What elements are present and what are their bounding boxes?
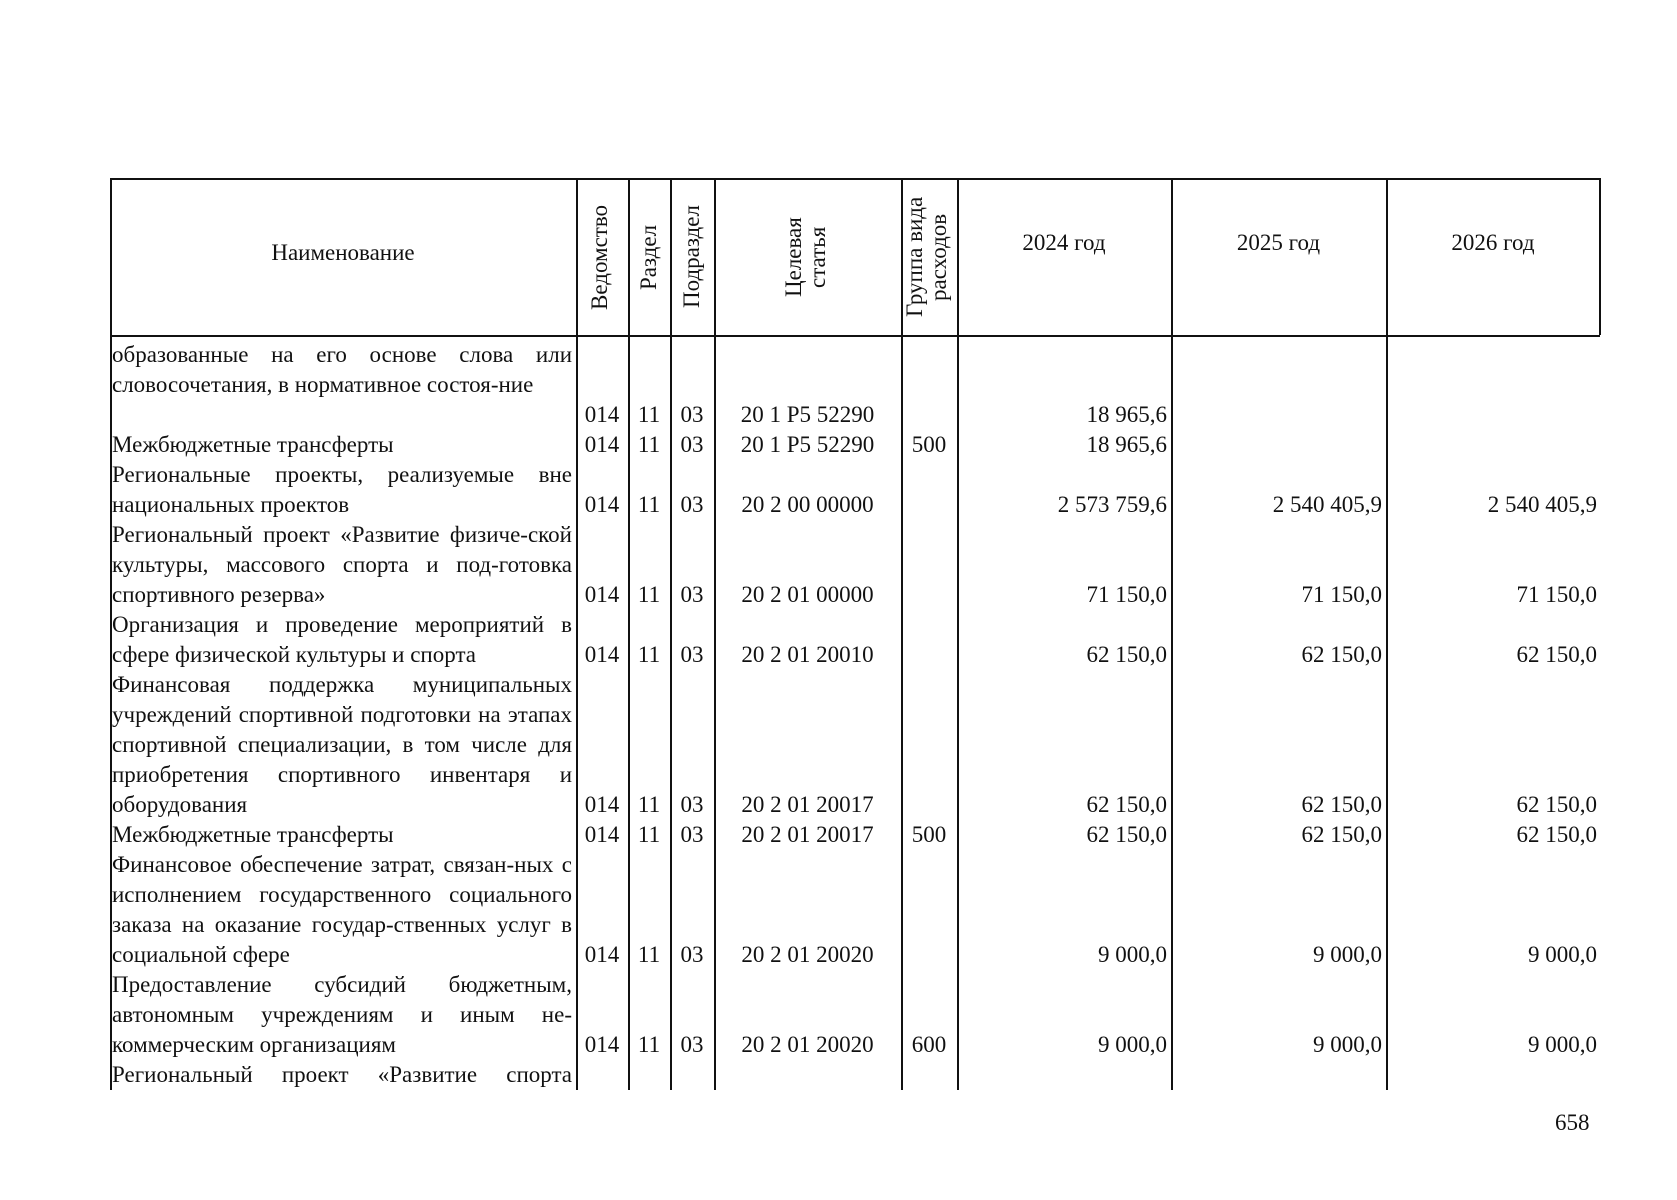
header-podrazdel: Подраздел <box>679 205 704 309</box>
cell-2026: 9 000,0 <box>1528 942 1597 967</box>
header-gruppa-line1: Группа вида <box>902 196 927 318</box>
cell-cs: 20 2 01 20020 <box>741 1032 874 1057</box>
cell-ved: 014 <box>584 1032 620 1057</box>
cell-cs: 20 1 Р5 52290 <box>740 432 875 457</box>
table-top-border <box>110 178 1600 180</box>
page-number: 658 <box>1555 1110 1590 1135</box>
cell-2024: 62 150,0 <box>1086 642 1167 667</box>
cell-2026: 62 150,0 <box>1516 822 1597 847</box>
row-name: Финансовая поддержка муниципальных учреждений спортивной подготовки на этапах спортивной специализации, в том числе для приобретения спортивного инвентаря и оборудования <box>112 672 572 817</box>
row-name: Организация и проведение мероприятий в сфере физической культуры и спорта <box>112 612 572 667</box>
cell-2024: 62 150,0 <box>1086 792 1167 817</box>
header-celevaya-line2: статья <box>805 226 830 288</box>
cell-pod: 03 <box>680 492 704 517</box>
cell-raz: 11 <box>637 642 661 667</box>
header-celevaya-statya <box>782 186 836 328</box>
cell-2024: 18 965,6 <box>1086 432 1167 457</box>
cell-cs: 20 2 01 20017 <box>741 822 874 847</box>
budget-table <box>110 178 1600 1090</box>
row-name: Региональные проекты, реализуемые вне национальных проектов <box>112 462 572 517</box>
cell-raz: 11 <box>637 942 661 967</box>
header-razdel: Раздел <box>636 224 661 290</box>
header-celevaya-line1: Целевая <box>781 217 806 297</box>
cell-pod: 03 <box>680 792 704 817</box>
cell-vr: 600 <box>911 1032 947 1057</box>
cell-2025: 62 150,0 <box>1301 642 1382 667</box>
cell-raz: 11 <box>637 822 661 847</box>
cell-pod: 03 <box>680 642 704 667</box>
cell-2024: 2 573 759,6 <box>1057 492 1167 517</box>
row-name: Финансовое обеспечение затрат, связан-ных с исполнением государственного социального заказа на оказание государ-ственных услуг в социальной сфере <box>112 852 572 967</box>
cell-2024: 9 000,0 <box>1098 942 1167 967</box>
row-name: Региональный проект «Развитие физиче-ской культуры, массового спорта и под-готовка спортивного резерва» <box>112 522 572 607</box>
cell-pod: 03 <box>680 942 704 967</box>
row-name: Межбюджетные трансферты <box>112 822 394 847</box>
header-2024: 2024 год <box>1022 230 1106 255</box>
row-name: Региональный проект «Развитие спорта <box>112 1062 572 1087</box>
cell-vr: 500 <box>911 822 947 847</box>
cell-cs: 20 2 01 20017 <box>741 792 874 817</box>
cell-pod: 03 <box>680 402 704 427</box>
cell-raz: 11 <box>637 1032 661 1057</box>
cell-2024: 9 000,0 <box>1098 1032 1167 1057</box>
row-name: Предоставление субсидий бюджетным, автономным учреждениям и иным не-коммерческим организациям <box>112 972 572 1057</box>
header-gruppa-vida <box>903 182 955 332</box>
cell-raz: 11 <box>637 792 661 817</box>
cell-2025: 62 150,0 <box>1301 792 1382 817</box>
cell-cs: 20 2 01 00000 <box>741 582 874 607</box>
cell-2026: 62 150,0 <box>1516 642 1597 667</box>
cell-raz: 11 <box>637 402 661 427</box>
cell-pod: 03 <box>680 582 704 607</box>
cell-2025: 2 540 405,9 <box>1272 492 1382 517</box>
cell-pod: 03 <box>680 1032 704 1057</box>
header-bottom-border <box>110 335 1600 337</box>
cell-2024: 71 150,0 <box>1086 582 1167 607</box>
row-name: образованные на его основе слова или словосочетания, в нормативное состоя-ние <box>112 342 572 397</box>
cell-ved: 014 <box>584 642 620 667</box>
cell-2025: 9 000,0 <box>1313 1032 1382 1057</box>
header-2025: 2025 год <box>1236 230 1321 255</box>
cell-ved: 014 <box>584 822 620 847</box>
cell-pod: 03 <box>680 432 704 457</box>
cell-2024: 62 150,0 <box>1086 822 1167 847</box>
header-vedomstvo: Ведомство <box>587 204 612 310</box>
cell-ved: 014 <box>584 432 620 457</box>
cell-pod: 03 <box>680 822 704 847</box>
cell-2026: 71 150,0 <box>1516 582 1597 607</box>
header-name: Наименование <box>271 240 415 265</box>
cell-2026: 9 000,0 <box>1528 1032 1597 1057</box>
cell-2026: 62 150,0 <box>1516 792 1597 817</box>
cell-cs: 20 1 Р5 52290 <box>740 402 875 427</box>
cell-ved: 014 <box>584 402 620 427</box>
cell-ved: 014 <box>584 942 620 967</box>
cell-cs: 20 2 01 20010 <box>741 642 874 667</box>
cell-vr: 500 <box>911 432 947 457</box>
cell-raz: 11 <box>637 582 661 607</box>
cell-ved: 014 <box>584 492 620 517</box>
cell-2025: 9 000,0 <box>1313 942 1382 967</box>
cell-ved: 014 <box>584 792 620 817</box>
cell-raz: 11 <box>637 492 661 517</box>
cell-cs: 20 2 00 00000 <box>741 492 874 517</box>
col-border <box>1599 178 1601 335</box>
cell-ved: 014 <box>584 582 620 607</box>
header-2026: 2026 год <box>1451 230 1535 255</box>
cell-2026: 2 540 405,9 <box>1487 492 1597 517</box>
cell-2024: 18 965,6 <box>1086 402 1167 427</box>
cell-cs: 20 2 01 20020 <box>741 942 874 967</box>
cell-2025: 62 150,0 <box>1301 822 1382 847</box>
cell-2025: 71 150,0 <box>1301 582 1382 607</box>
row-name: Межбюджетные трансферты <box>112 432 394 457</box>
cell-raz: 11 <box>637 432 661 457</box>
header-gruppa-line2: расходов <box>926 213 951 301</box>
